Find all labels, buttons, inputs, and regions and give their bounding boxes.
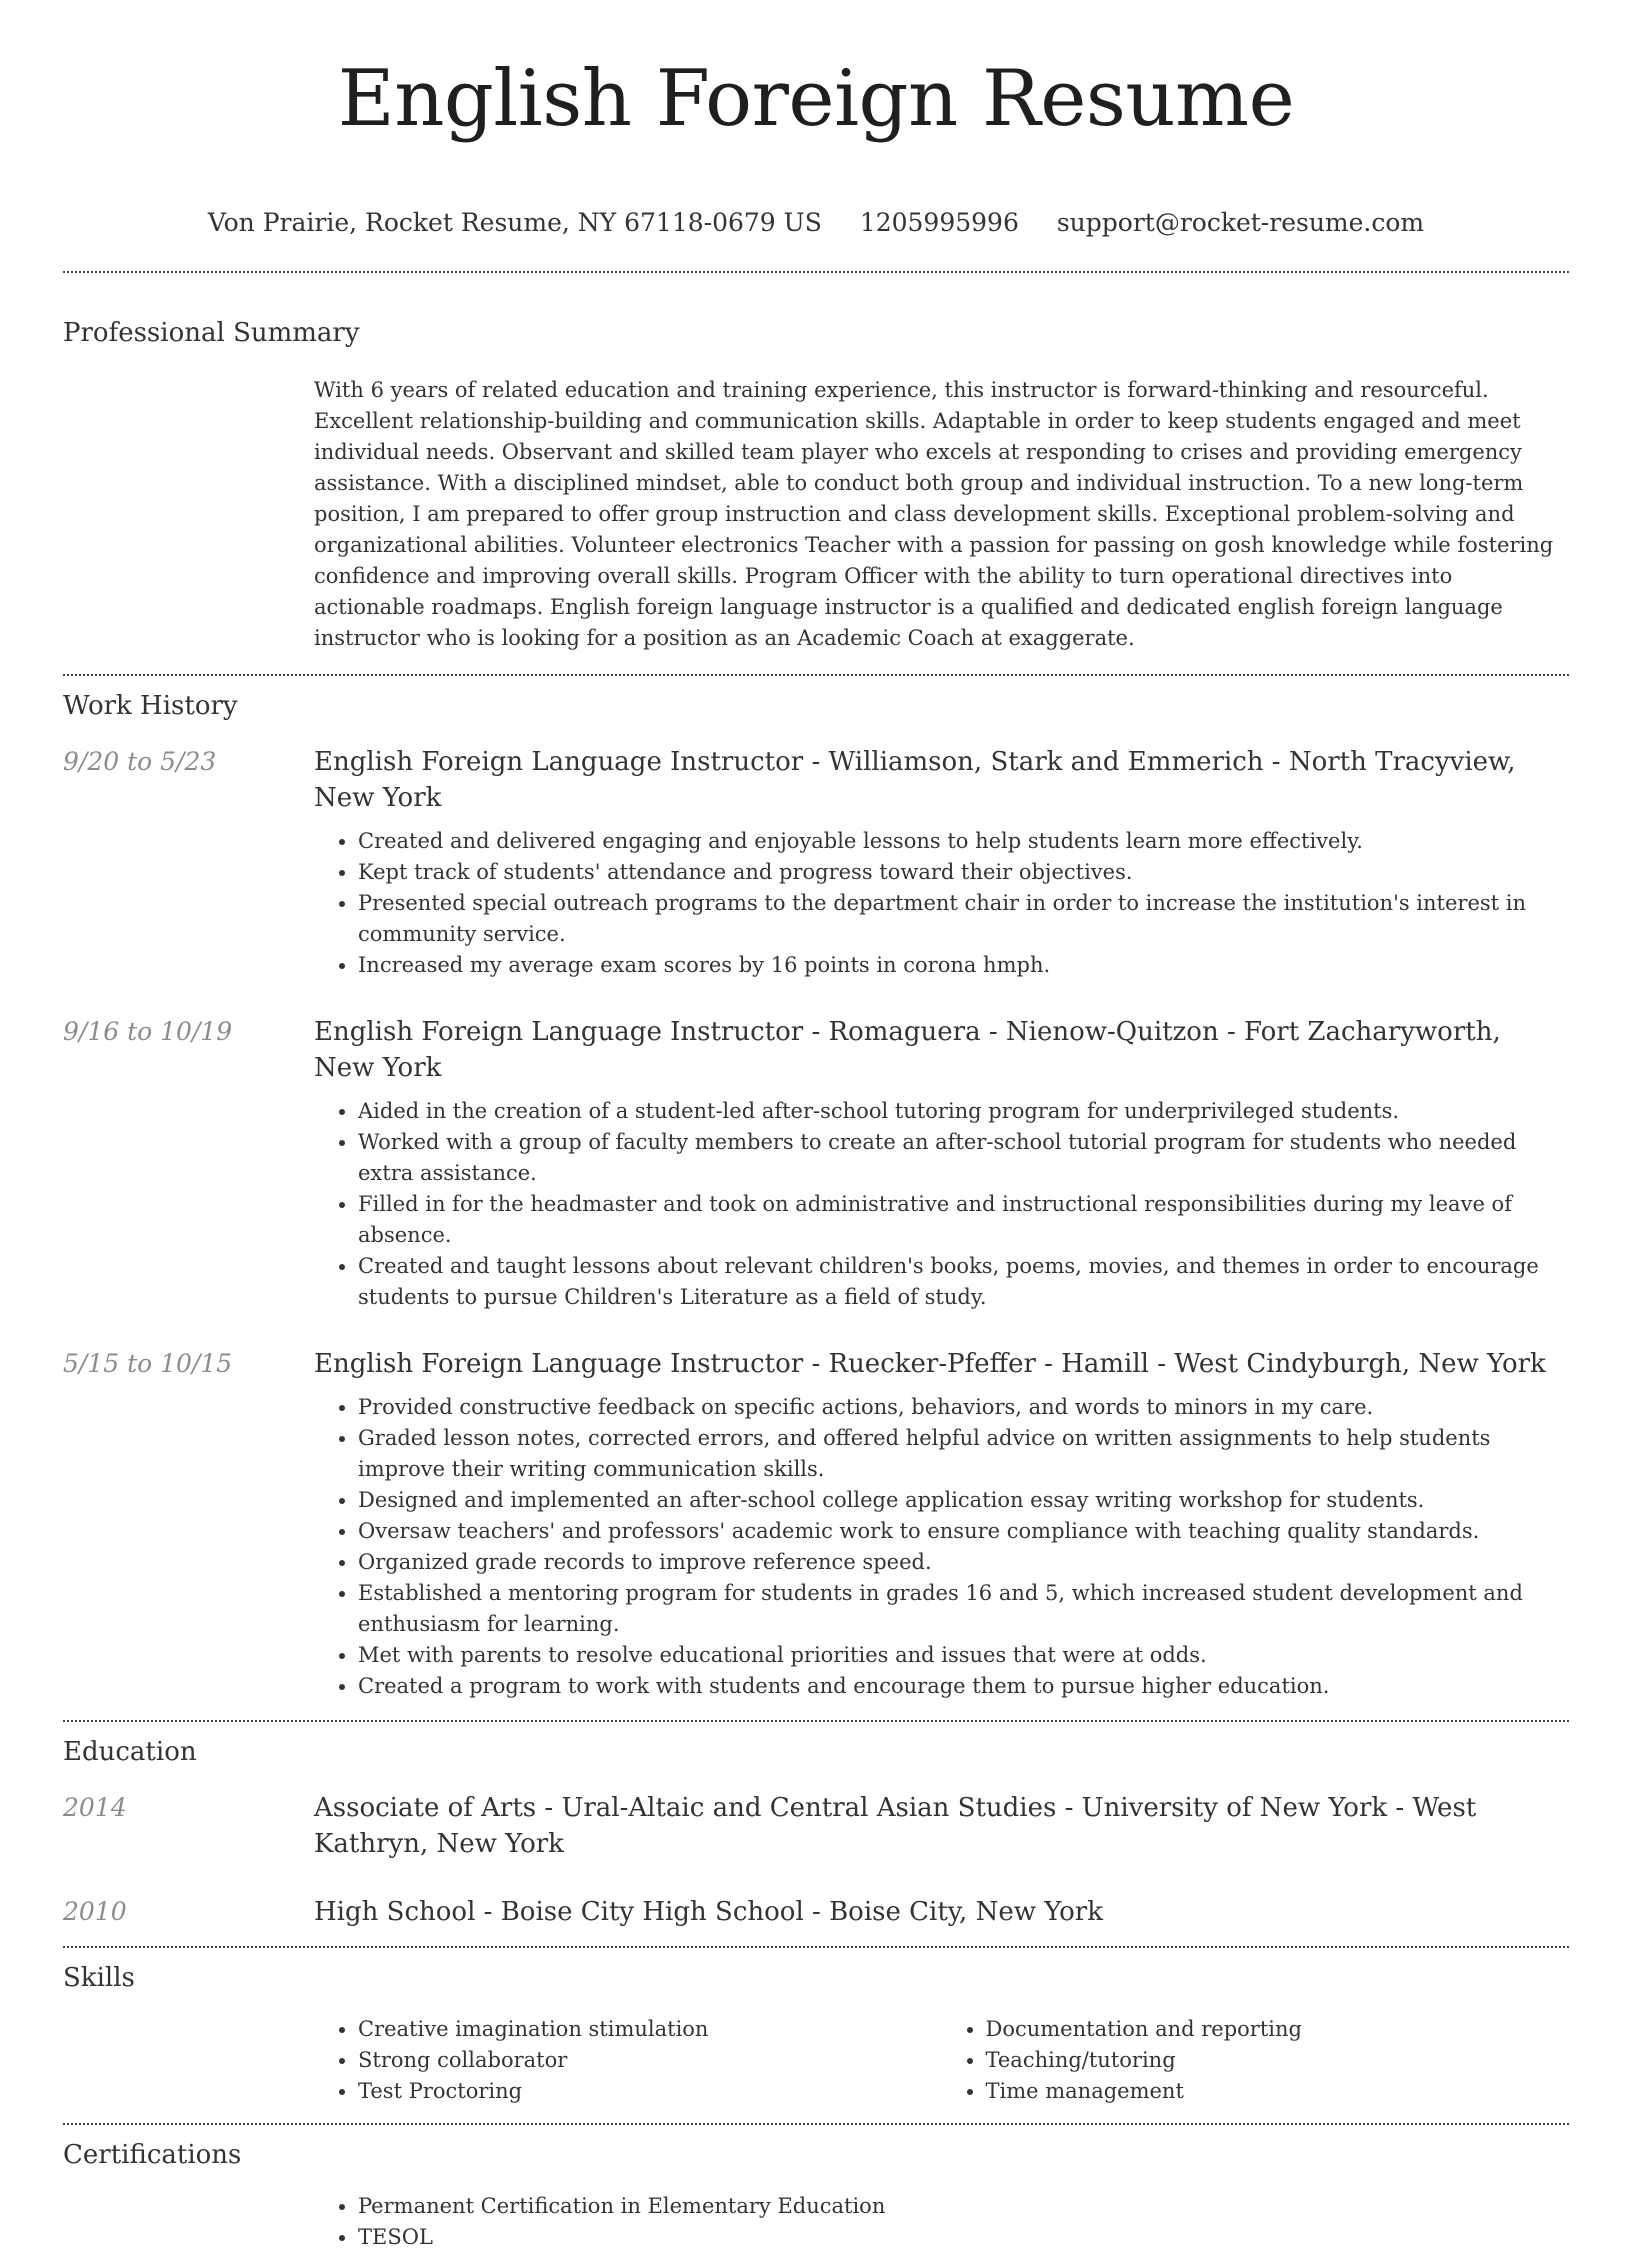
contact-phone: 1205995996 xyxy=(859,208,1019,237)
skill-item: • Strong collaborator xyxy=(358,2045,942,2076)
education-section-title: Education xyxy=(63,1737,197,1767)
divider xyxy=(63,1720,1569,1722)
resume-title: English Foreign Resume xyxy=(337,54,1295,144)
education-year: 2014 xyxy=(63,1793,127,1822)
job-entry xyxy=(0,1014,1632,1313)
job-bullet: • Provided constructive feedback on specific actions, behaviors, and words to minors in my care. xyxy=(358,1392,1569,1423)
divider xyxy=(63,1946,1569,1948)
skill-item: • Time management xyxy=(986,2076,1570,2107)
certification-item: • TESOL xyxy=(358,2222,1569,2253)
work-section-title: Work History xyxy=(63,691,238,721)
certification-item: • Permanent Certification in Elementary Education xyxy=(358,2191,1569,2222)
job-bullets xyxy=(314,1392,1569,1702)
job-bullets xyxy=(314,826,1569,981)
job-dates: 9/16 to 10/19 xyxy=(63,1017,233,1046)
job-heading: English Foreign Language Instructor - Romaguera - Nienow-Quitzon - Fort Zacharyworth, New York xyxy=(314,1017,1501,1083)
divider xyxy=(63,674,1569,676)
job-entry xyxy=(0,744,1632,981)
skills-list xyxy=(314,2014,1569,2107)
education-entry xyxy=(0,1894,1632,1930)
skill-item: • Test Proctoring xyxy=(358,2076,942,2107)
job-bullet: • Created and taught lessons about relevant children's books, poems, movies, and themes in order to encourage students to pursue Children's Literature as a field of study. xyxy=(358,1251,1569,1313)
skill-item: • Creative imagination stimulation xyxy=(358,2014,942,2045)
education-year: 2010 xyxy=(63,1897,127,1926)
job-bullet: • Kept track of students' attendance and progress toward their objectives. xyxy=(358,857,1569,888)
contact-line xyxy=(0,206,1632,240)
job-bullet: • Filled in for the headmaster and took on administrative and instructional responsibilities during my leave of absence. xyxy=(358,1189,1569,1251)
job-bullet: • Worked with a group of faculty members to create an after-school tutorial program for students who needed extra assistance. xyxy=(358,1127,1569,1189)
job-bullet: • Established a mentoring program for students in grades 16 and 5, which increased student development and enthusiasm for learning. xyxy=(358,1578,1569,1640)
contact-address: Von Prairie, Rocket Resume, NY 67118-0679 US xyxy=(207,208,822,237)
education-heading: Associate of Arts - Ural-Altaic and Central Asian Studies - University of New York - West Kathryn, New York xyxy=(314,1793,1477,1859)
divider xyxy=(63,2123,1569,2125)
job-bullets xyxy=(314,1096,1569,1313)
certifications-list xyxy=(314,2191,1569,2253)
job-bullet: • Presented special outreach programs to the department chair in order to increase the institution's interest in community service. xyxy=(358,888,1569,950)
job-bullet: • Graded lesson notes, corrected errors, and offered helpful advice on written assignments to help students improve their writing communication skills. xyxy=(358,1423,1569,1485)
skills-column-right xyxy=(942,2014,1570,2107)
contact-email: support@rocket-resume.com xyxy=(1056,208,1425,237)
job-bullet: • Increased my average exam scores by 16 points in corona hmph. xyxy=(358,950,1569,981)
education-entry xyxy=(0,1790,1632,1862)
job-dates: 9/20 to 5/23 xyxy=(63,747,217,776)
divider xyxy=(63,271,1569,273)
summary-text: With 6 years of related education and training experience, this instructor is forward-thinking and resourceful. Excellent relationship-building and communication skills. Adaptable in order to keep students engaged and meet individual needs. Observant and skilled team player who excels at responding to crises and providing emergency assistance. With a disciplined mindset, able to conduct both group and individual instruction. To a new long-term position, I am prepared to offer group instruction and class development skills. Exceptional problem-solving and organizational abilities. Volunteer electronics Teacher with a passion for passing on gosh knowledge while fostering confidence and improving overall skills. Program Officer with the ability to turn operational directives into actionable roadmaps. English foreign language instructor is a qualified and dedicated english foreign language instructor who is looking for a position as an Academic Coach at exaggerate. xyxy=(314,378,1554,650)
job-bullet: • Designed and implemented an after-school college application essay writing workshop for students. xyxy=(358,1485,1569,1516)
job-entry xyxy=(0,1346,1632,1702)
skill-item: • Teaching/tutoring xyxy=(986,2045,1570,2076)
education-heading: High School - Boise City High School - Boise City, New York xyxy=(314,1897,1103,1927)
job-dates: 5/15 to 10/15 xyxy=(63,1349,233,1378)
job-bullet: • Oversaw teachers' and professors' academic work to ensure compliance with teaching quality standards. xyxy=(358,1516,1569,1547)
skills-section-title: Skills xyxy=(63,1963,135,1993)
job-heading: English Foreign Language Instructor - Ruecker-Pfeffer - Hamill - West Cindyburgh, New York xyxy=(314,1349,1546,1379)
job-bullet: • Organized grade records to improve reference speed. xyxy=(358,1547,1569,1578)
skill-item: • Documentation and reporting xyxy=(986,2014,1570,2045)
job-bullet: • Created and delivered engaging and enjoyable lessons to help students learn more effectively. xyxy=(358,826,1569,857)
certifications-section-title: Certifications xyxy=(63,2140,242,2170)
summary-section-title: Professional Summary xyxy=(63,318,360,348)
job-bullet: • Met with parents to resolve educational priorities and issues that were at odds. xyxy=(358,1640,1569,1671)
job-bullet: • Aided in the creation of a student-led after-school tutoring program for underprivileged students. xyxy=(358,1096,1569,1127)
job-bullet: • Created a program to work with students and encourage them to pursue higher education. xyxy=(358,1671,1569,1702)
job-heading: English Foreign Language Instructor - Williamson, Stark and Emmerich - North Tracyview, New York xyxy=(314,747,1516,813)
skills-column-left xyxy=(314,2014,942,2107)
